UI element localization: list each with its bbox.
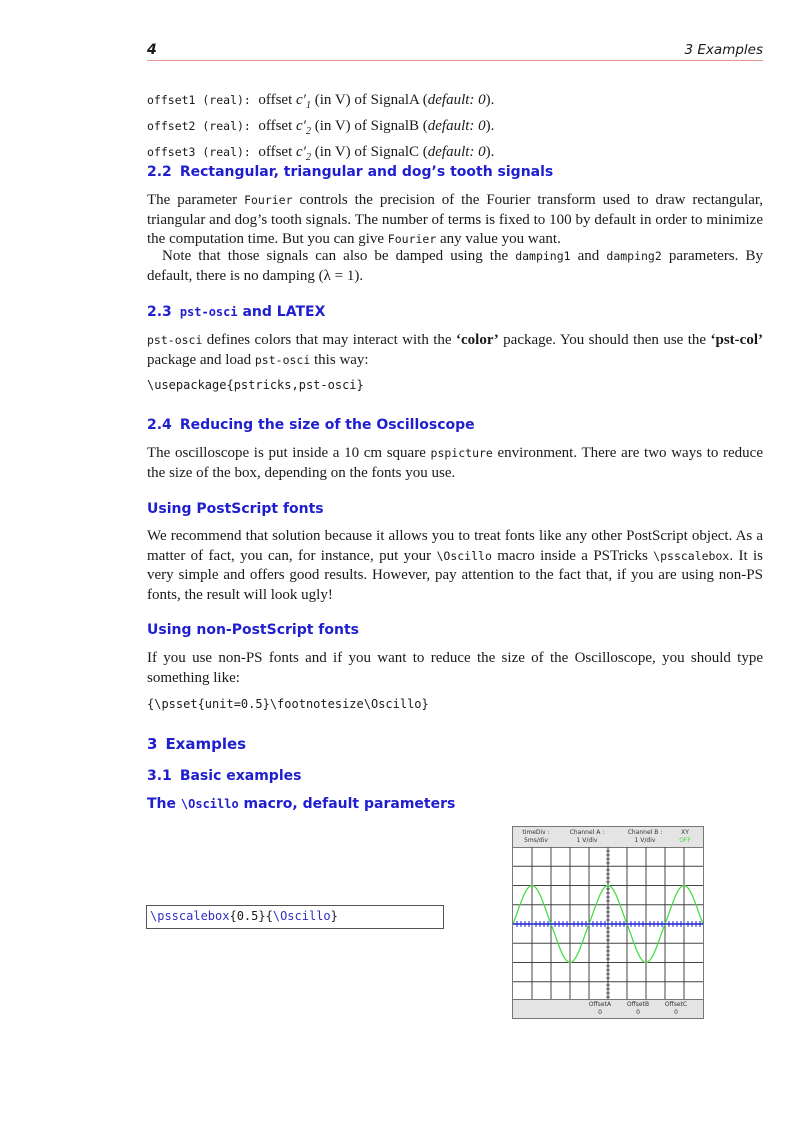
channel-b-label: Channel B : 1 V/div: [627, 829, 663, 844]
code-psset: {\psset{unit=0.5}\footnotesize\Oscillo}: [147, 697, 429, 711]
xy-label: XY OFF: [679, 829, 691, 844]
page-number: 4: [147, 42, 157, 58]
code-usepackage: \usepackage{pstricks,pst-osci}: [147, 378, 364, 392]
parameter-list: [147, 90, 494, 168]
paragraph-fourier: The parameter Fourier controls the precision of the Fourier transform used to draw rectangular, triangular and dog’s tooth signals. The number of terms is fixed to 100 by default in order to minimize the computation time. But you can give Fourier any value you want.: [147, 192, 763, 247]
running-title: 3 Examples: [684, 42, 763, 58]
paragraph-ps-fonts: We recommend that solution because it allows you to treat fonts like any other PostScript object. As a matter of fact, you can, for instance, put your \Oscillo macro inside a PSTricks \psscalebox. It is very simple and offers good results. However, pay attention to the fact that, if you are using non-PS fonts, the result will look ugly!: [147, 528, 763, 603]
example-code-box: \psscalebox{0.5}{\Oscillo}: [146, 905, 444, 929]
section-heading-3: 3 Examples: [147, 735, 247, 753]
offset-b-label: OffsetB 0: [626, 1001, 650, 1016]
offset-a-label: OffsetA 0: [588, 1001, 612, 1016]
param-offset1: offset1 (real): offset $c'_1$ (in V) of SignalA (default: 0).: [147, 92, 495, 111]
paragraph-damping: Note that those signals can also be damped using the damping1 and damping2 parameters. By default, there is no damping (λ = 1).: [147, 248, 763, 284]
paragraph-nonps-fonts: If you use non-PS fonts and if you want to reduce the size of the Oscilloscope, you should type something like:: [147, 650, 763, 686]
offset-c-label: OffsetC 0: [664, 1001, 688, 1016]
section-heading-3-1: 3.1 Basic examples: [147, 768, 302, 784]
page-header: [147, 42, 763, 61]
section-heading-2-2: 2.2 Rectangular, triangular and dog’s tooth signals: [147, 164, 554, 180]
param-offset2: offset2 (real): offset $c'_2$ (in V) of SignalB (default: 0).: [147, 118, 495, 137]
oscilloscope-bottom-panel: [513, 999, 703, 1018]
oscilloscope-screen: [513, 847, 703, 1001]
param-offset3: offset3 (real): offset $c'_2$ (in V) of SignalC (default: 0).: [147, 144, 495, 163]
subheading-ps-fonts: Using PostScript fonts: [147, 501, 324, 517]
subheading-default-parameters: The \Oscillo macro, default parameters: [147, 796, 456, 812]
oscilloscope-figure: [512, 826, 704, 1019]
subheading-nonps-fonts: Using non-PostScript fonts: [147, 622, 360, 638]
section-heading-2-4: 2.4 Reducing the size of the Oscilloscope: [147, 417, 475, 433]
oscilloscope-top-panel: [513, 827, 703, 848]
paragraph-pst-osci: pst-osci defines colors that may interact with the ‘color’ package. You should then use the ‘pst-col’ package and load pst-osci this way:: [147, 332, 763, 368]
paragraph-reduce-size: The oscilloscope is put inside a 10 cm square pspicture environment. There are two ways to reduce the size of the box, depending on the fonts you use.: [147, 445, 763, 481]
timediv-label: timeDiv : 5ms/div: [522, 829, 550, 844]
section-heading-2-3: 2.3 pst-osci and LATEX: [147, 304, 326, 320]
channel-a-label: Channel A : 1 V/div: [569, 829, 605, 844]
